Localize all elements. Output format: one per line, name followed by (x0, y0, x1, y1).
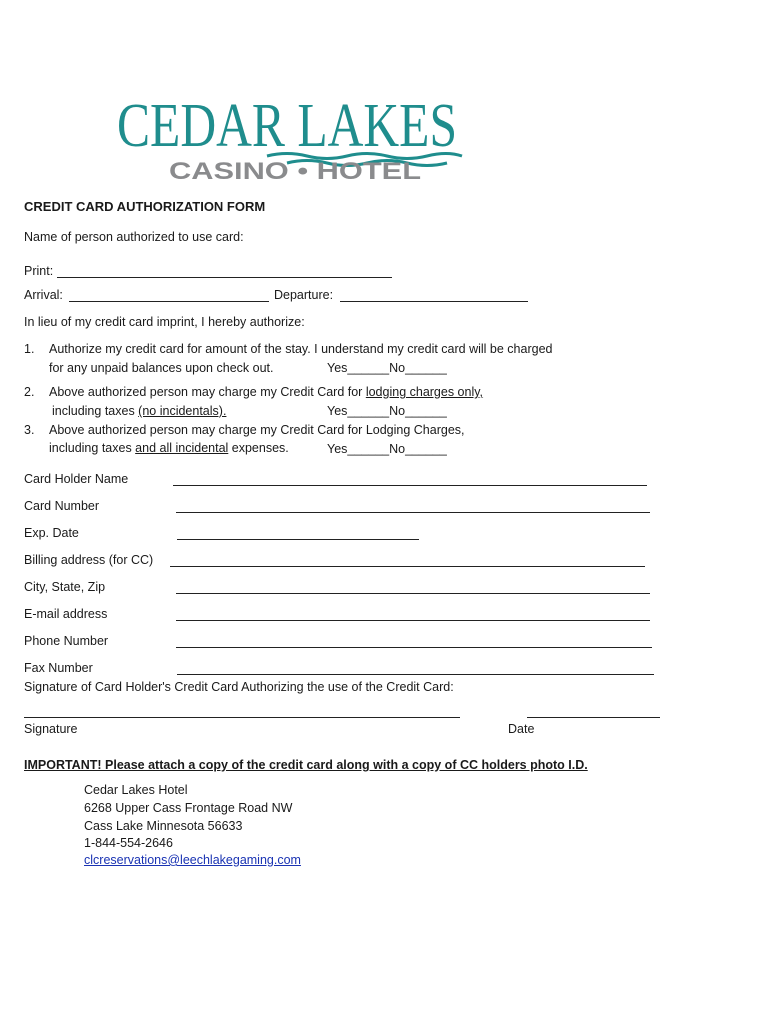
arrival-label: Arrival: (24, 288, 63, 302)
signature-prompt: Signature of Card Holder's Credit Card Authorizing the use of the Credit Card: (24, 680, 454, 694)
important-notice: IMPORTANT! Please attach a copy of the credit card along with a copy of CC holders photo I.D. (24, 758, 588, 772)
exp-date-field[interactable] (177, 539, 419, 540)
option-2-line1-underlined: lodging charges only, (365, 385, 484, 399)
option-3-line2-underlined: and all incidental (135, 441, 229, 455)
contact-name: Cedar Lakes Hotel (84, 783, 188, 797)
fax-field[interactable] (177, 674, 654, 675)
option-2-line1 (49, 385, 483, 399)
arrival-field[interactable] (69, 301, 269, 302)
print-field[interactable] (57, 277, 392, 278)
option-3-line2-text-b: expenses. (228, 441, 289, 455)
print-label: Print: (24, 264, 54, 278)
billing-address-label: Billing address (for CC) (24, 553, 154, 567)
signature-label: Signature (24, 722, 78, 736)
name-prompt: Name of person authorized to use card: (24, 230, 244, 244)
city-state-zip-label: City, State, Zip (24, 580, 106, 594)
signature-field[interactable] (24, 717, 460, 718)
option-3-number: 3. (24, 423, 35, 437)
exp-date-label: Exp. Date (24, 526, 79, 540)
logo-bottom-text: CASINO • HOTEL (169, 158, 421, 185)
authorize-intro: In lieu of my credit card imprint, I hereby authorize: (24, 315, 305, 329)
contact-street: 6268 Upper Cass Frontage Road NW (84, 801, 293, 815)
option-3-line2 (49, 441, 289, 455)
option-2-line1-text: Above authorized person may charge my Credit Card for (49, 385, 366, 399)
email-label: E-mail address (24, 607, 108, 621)
option-1-yes-no[interactable]: Yes______No______ (327, 361, 447, 375)
card-holder-field[interactable] (173, 485, 647, 486)
option-3-yes-no[interactable]: Yes______No______ (327, 442, 447, 456)
card-number-field[interactable] (176, 512, 650, 513)
option-1-line2: for any unpaid balances upon check out. (49, 361, 274, 375)
logo-top-text: CEDAR LAKES (117, 92, 457, 160)
option-3-line1: Above authorized person may charge my Credit Card for Lodging Charges, (49, 423, 465, 437)
option-2-line2-text: including taxes (52, 404, 139, 418)
city-state-zip-field[interactable] (176, 593, 650, 594)
phone-field[interactable] (176, 647, 652, 648)
form-title: CREDIT CARD AUTHORIZATION FORM (24, 199, 266, 214)
contact-email-link[interactable]: clcreservations@leechlakegaming.com (84, 853, 301, 867)
email-field[interactable] (176, 620, 650, 621)
date-field[interactable] (527, 717, 660, 718)
option-1-number: 1. (24, 342, 35, 356)
option-2-number: 2. (24, 385, 35, 399)
contact-phone: 1-844-554-2646 (84, 836, 173, 850)
card-holder-label: Card Holder Name (24, 472, 129, 486)
departure-label: Departure: (274, 288, 334, 302)
billing-address-field[interactable] (170, 566, 645, 567)
card-number-label: Card Number (24, 499, 100, 513)
option-2-line2 (52, 404, 226, 418)
phone-label: Phone Number (24, 634, 109, 648)
fax-label: Fax Number (24, 661, 93, 675)
departure-field[interactable] (340, 301, 528, 302)
contact-city: Cass Lake Minnesota 56633 (84, 819, 243, 833)
option-3-line2-text-a: including taxes (49, 441, 136, 455)
option-2-yes-no[interactable]: Yes______No______ (327, 404, 447, 418)
cedar-lakes-logo (117, 78, 467, 184)
date-label: Date (508, 722, 535, 736)
option-1-line1: Authorize my credit card for amount of the stay. I understand my credit card will be charged (49, 342, 553, 356)
option-2-line2-underlined: (no incidentals). (138, 404, 227, 418)
